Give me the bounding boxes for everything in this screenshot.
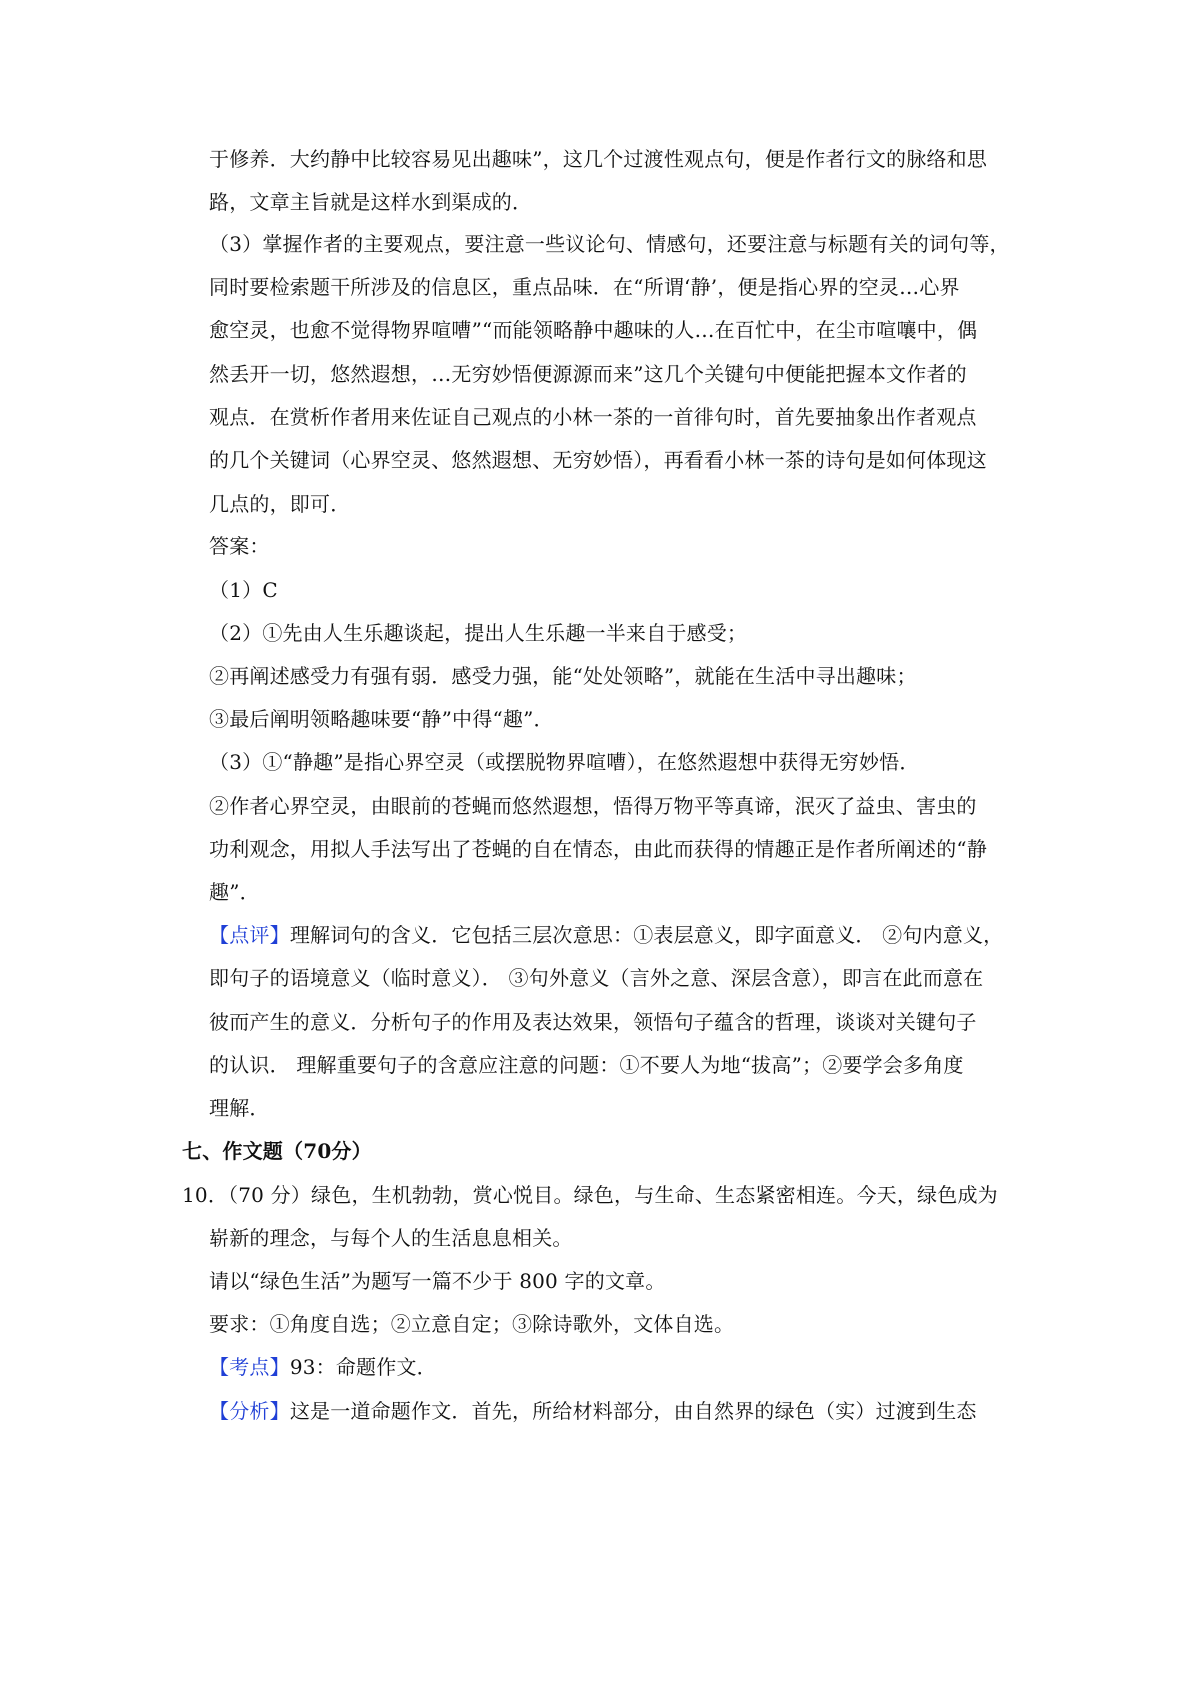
- review-line: 彼而产生的意义．分析句子的作用及表达效果，领悟句子蕴含的哲理，谈谈对关键句子: [209, 1010, 977, 1034]
- answer-heading: 答案：: [209, 534, 270, 558]
- analysis-line: 观点．在赏析作者用来佐证自己观点的小林一茶的一首徘句时，首先要抽象出作者观点: [209, 405, 977, 429]
- answer-line: ②作者心界空灵，由眼前的苍蝇而悠然遐想，悟得万物平等真谛，泯灭了益虫、害虫的: [209, 794, 977, 818]
- review-tag: 【点评】: [209, 923, 290, 947]
- answer-line: ③最后阐明领略趣味要“静”中得“趣”．: [209, 707, 554, 731]
- analysis-line: 于修养．大约静中比较容易见出趣味”，这几个过渡性观点句，便是作者行文的脉络和思: [209, 147, 988, 171]
- answer-line: ②再阐述感受力有强有弱．感受力强，能“处处领略”，就能在生活中寻出趣味；: [209, 664, 917, 688]
- review-text: 理解词句的含义．它包括三层次意思：①表层意义，即字面意义． ②句内意义，: [289, 923, 1004, 947]
- answer-line: 功利观念，用拟人手法写出了苍蝇的自在情态，由此而获得的情趣正是作者所阐述的“静: [209, 837, 988, 861]
- analysis-line: （3）掌握作者的主要观点，要注意一些议论句、情感句，还要注意与标题有关的词句等，: [209, 232, 1010, 256]
- analysis-line: 然丢开一切，悠然遐想，…无穷妙悟便源源而来”这几个关键句中便能把握本文作者的: [209, 362, 967, 386]
- analysis-line: 几点的，即可．: [209, 492, 351, 516]
- review-line: 即句子的语境意义（临时意义）． ③句外意义（言外之意、深层含意），即言在此而意在: [209, 966, 984, 990]
- review-line: 的认识． 理解重要句子的含意应注意的问题：①不要人为地“拔高”；②要学会多角度: [209, 1053, 964, 1077]
- analysis-line: 的几个关键词（心界空灵、悠然遐想、无穷妙悟），再看看小林一茶的诗句是如何体现这: [209, 448, 987, 472]
- review-line: [209, 922, 1003, 948]
- fenxi-line: [209, 1398, 977, 1424]
- analysis-line: 路，文章主旨就是这样水到渠成的．: [209, 190, 533, 214]
- question-line: 10．（70 分）绿色，生机勃勃，赏心悦目。绿色，与生命、生态紧密相连。今天，绿色成为: [182, 1183, 998, 1207]
- answer-line: （2）①先由人生乐趣谈起，提出人生乐趣一半来自于感受；: [209, 621, 748, 645]
- review-line: 理解．: [209, 1096, 270, 1120]
- fenxi-tag: 【分析】: [209, 1399, 290, 1423]
- kaodian-line: [209, 1354, 437, 1380]
- analysis-line: 同时要检索题干所涉及的信息区，重点品味．在“所谓‘静’，便是指心界的空灵…心界: [209, 275, 960, 299]
- answer-line: （1）C: [209, 578, 278, 602]
- question-line: 要求：①角度自选；②立意自定；③除诗歌外，文体自选。: [209, 1312, 735, 1336]
- kaodian-tag: 【考点】: [209, 1355, 290, 1379]
- fenxi-text: 这是一道命题作文．首先，所给材料部分，由自然界的绿色（实）过渡到生态: [289, 1399, 977, 1423]
- answer-line: 趣”．: [209, 880, 260, 904]
- analysis-line: 愈空灵，也愈不觉得物界喧嘈”“而能领略静中趣味的人…在百忙中，在尘市喧嚷中，偶: [209, 318, 978, 342]
- question-line: 崭新的理念，与每个人的生活息息相关。: [209, 1226, 573, 1250]
- question-line: 请以“绿色生活”为题写一篇不少于 800 字的文章。: [209, 1269, 666, 1293]
- section-title: 七、作文题（70分）: [182, 1139, 372, 1163]
- kaodian-text: 93：命题作文．: [289, 1355, 437, 1379]
- answer-line: （3）①“静趣”是指心界空灵（或摆脱物界喧嘈），在悠然遐想中获得无穷妙悟．: [209, 750, 920, 774]
